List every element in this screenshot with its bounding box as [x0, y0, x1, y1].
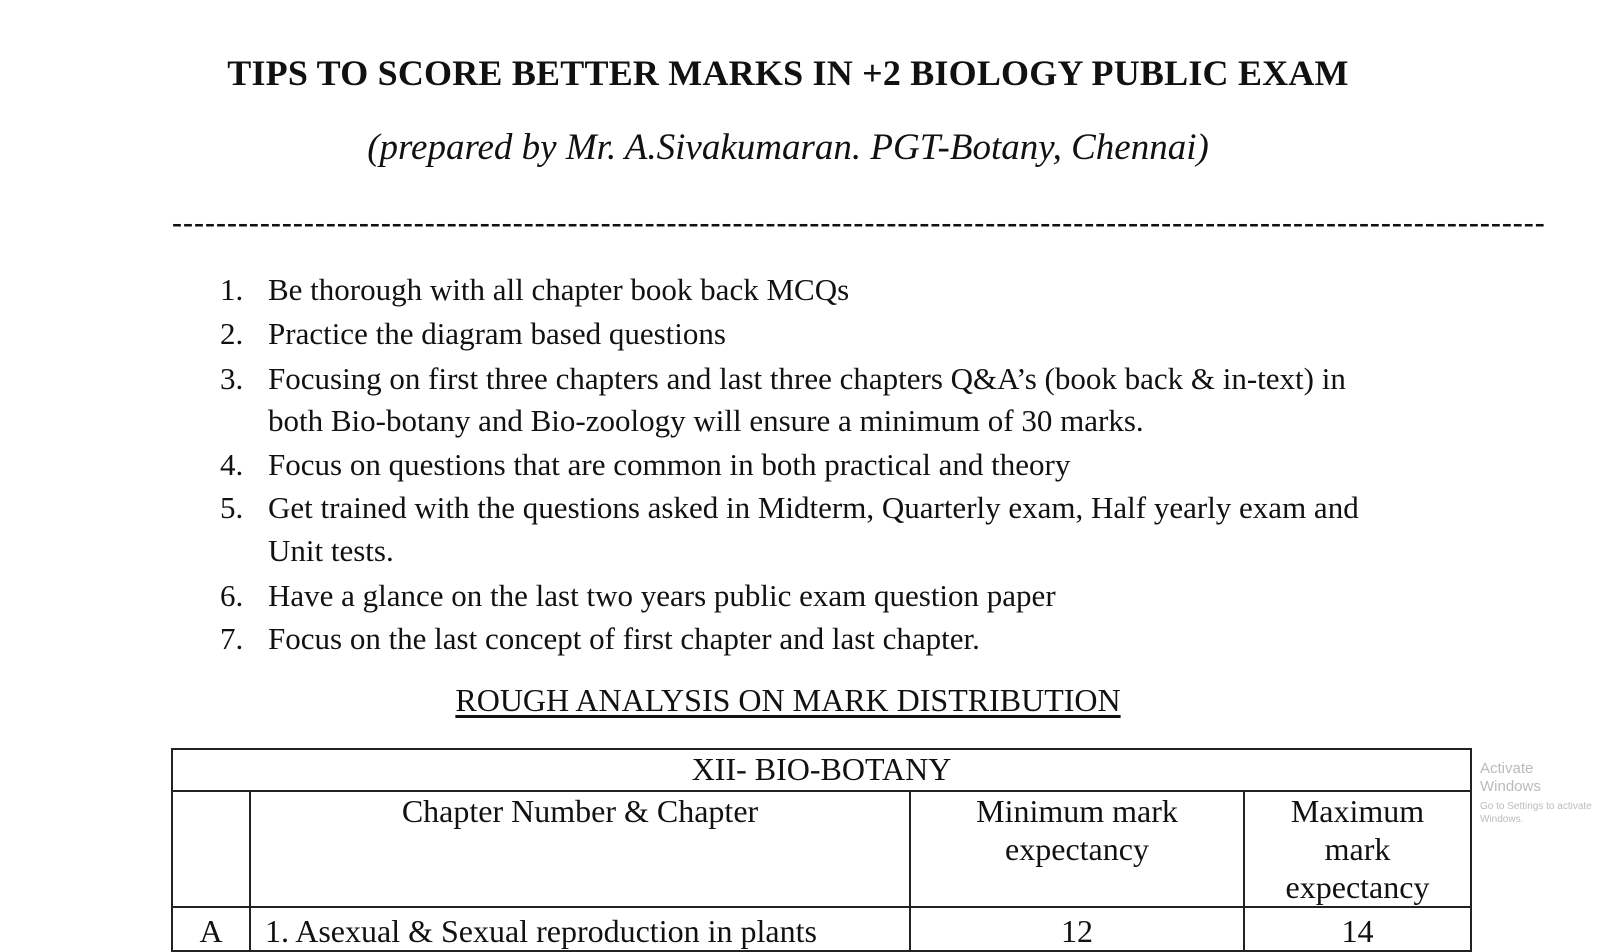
document-subtitle: (prepared by Mr. A.Sivakumaran. PGT-Botany, Chennai): [367, 127, 1209, 168]
tip-text: Practice the diagram based questions: [268, 316, 726, 351]
mark-distribution-table: [171, 748, 1472, 952]
tip-text: both Bio-botany and Bio-zoology will ensure a minimum of 30 marks.: [268, 403, 1144, 438]
header-cell: Chapter Number & Chapter: [250, 791, 910, 907]
tip-number: 1.: [220, 272, 244, 307]
tip-text: Focusing on first three chapters and last three chapters Q&A’s (book back & in-text) in: [268, 361, 1346, 396]
tip-number: 7.: [220, 621, 244, 656]
table-cell: A: [172, 907, 250, 951]
activate-windows-watermark: Activate Windows: [1480, 760, 1541, 795]
section-heading: ROUGH ANALYSIS ON MARK DISTRIBUTION: [455, 682, 1121, 718]
activate-windows-subtext: Go to Settings to activate Windows.: [1480, 801, 1592, 825]
tip-text: Focus on the last concept of first chapter and last chapter.: [268, 621, 980, 656]
header-cell: Maximum mark expectancy: [1244, 791, 1471, 907]
table-cell: 12: [910, 907, 1244, 951]
table-title: XII- BIO-BOTANY: [172, 749, 1471, 791]
tip-text: Have a glance on the last two years public exam question paper: [268, 578, 1056, 613]
tip-text: Be thorough with all chapter book back MCQs: [268, 272, 850, 307]
header-cell: [172, 791, 250, 907]
table-cell: 1. Asexual & Sexual reproduction in plants: [250, 907, 910, 951]
tip-number: 5.: [220, 490, 244, 525]
tip-number: 2.: [220, 316, 244, 351]
divider: -----------------------------------------------------------------------------------------------------------------------------: [172, 206, 1546, 239]
tip-text: Unit tests.: [268, 533, 394, 568]
table-cell: 14: [1244, 907, 1471, 951]
header-cell: Minimum mark expectancy: [910, 791, 1244, 907]
table-row: [172, 907, 1471, 951]
table-header-row: [172, 791, 1471, 907]
tip-number: 3.: [220, 361, 244, 396]
tip-text: Get trained with the questions asked in Midterm, Quarterly exam, Half yearly exam and: [268, 490, 1359, 525]
tip-text: Focus on questions that are common in both practical and theory: [268, 447, 1071, 482]
document-title: TIPS TO SCORE BETTER MARKS IN +2 BIOLOGY PUBLIC EXAM: [227, 53, 1349, 93]
tip-number: 6.: [220, 578, 244, 613]
tip-number: 4.: [220, 447, 244, 482]
